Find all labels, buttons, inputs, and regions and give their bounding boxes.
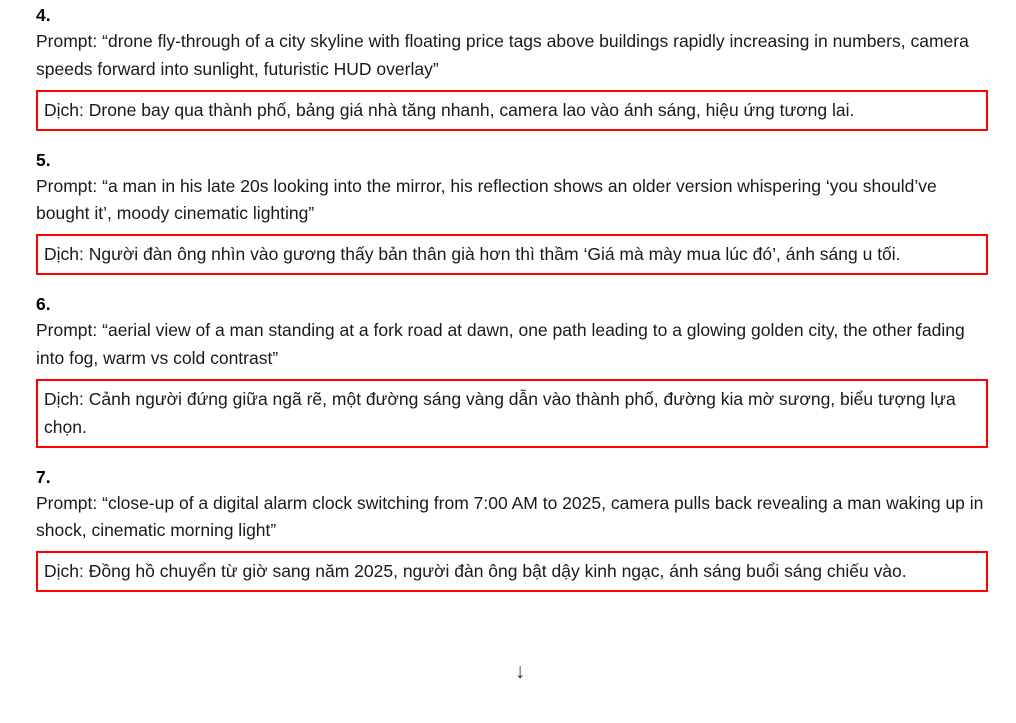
prompt-text: Prompt: “a man in his late 20s looking into the mirror, his reflection shows an older version whispering ‘you should’ve bought it’, moody cinematic lighting” — [36, 175, 937, 224]
prompt-block — [36, 464, 988, 593]
prompt-text: Prompt: “aerial view of a man standing at a fork road at dawn, one path leading to a glowing golden city, the other fading into fog, warm vs cold contrast” — [36, 320, 965, 368]
translation-text: Dịch: Đồng hồ chuyển từ giờ sang năm 2025, người đàn ông bật dậy kinh ngạc, ánh sáng buổi sáng chiếu vào. — [44, 561, 907, 582]
translation-text: Dịch: Người đàn ông nhìn vào gương thấy bản thân già hơn thì thầm ‘Giá mà mày mua lúc đó’, ánh sáng u tối. — [44, 244, 901, 265]
translation-highlight-box — [36, 90, 988, 131]
translation-highlight-box — [36, 234, 988, 275]
download-arrow-icon[interactable]: ↓ — [501, 655, 539, 687]
translation-highlight-box — [36, 379, 988, 448]
prompt-text: Prompt: “close-up of a digital alarm clock switching from 7:00 AM to 2025, camera pulls back revealing a man waking up in shock, cinematic morning light” — [36, 492, 984, 541]
prompt-block — [36, 2, 988, 131]
translation-text: Dịch: Cảnh người đứng giữa ngã rẽ, một đường sáng vàng dẫn vào thành phố, đường kia mờ sương, biểu tượng lựa chọn. — [44, 388, 956, 437]
item-number: 7. — [36, 466, 51, 487]
translation-text: Dịch: Drone bay qua thành phố, bảng giá nhà tăng nhanh, camera lao vào ánh sáng, hiệu ứng tương lai. — [44, 99, 855, 120]
translation-highlight-box — [36, 551, 988, 592]
item-number: 6. — [36, 294, 51, 315]
item-number: 4. — [36, 5, 51, 25]
document-content — [36, 0, 988, 598]
prompt-block — [36, 291, 988, 448]
prompt-text: Prompt: “drone fly-through of a city skyline with floating price tags above buildings rapidly increasing in numbers, camera speeds forward into sunlight, futuristic HUD overlay” — [36, 31, 969, 79]
item-number: 5. — [36, 149, 51, 170]
prompt-block — [36, 147, 988, 276]
